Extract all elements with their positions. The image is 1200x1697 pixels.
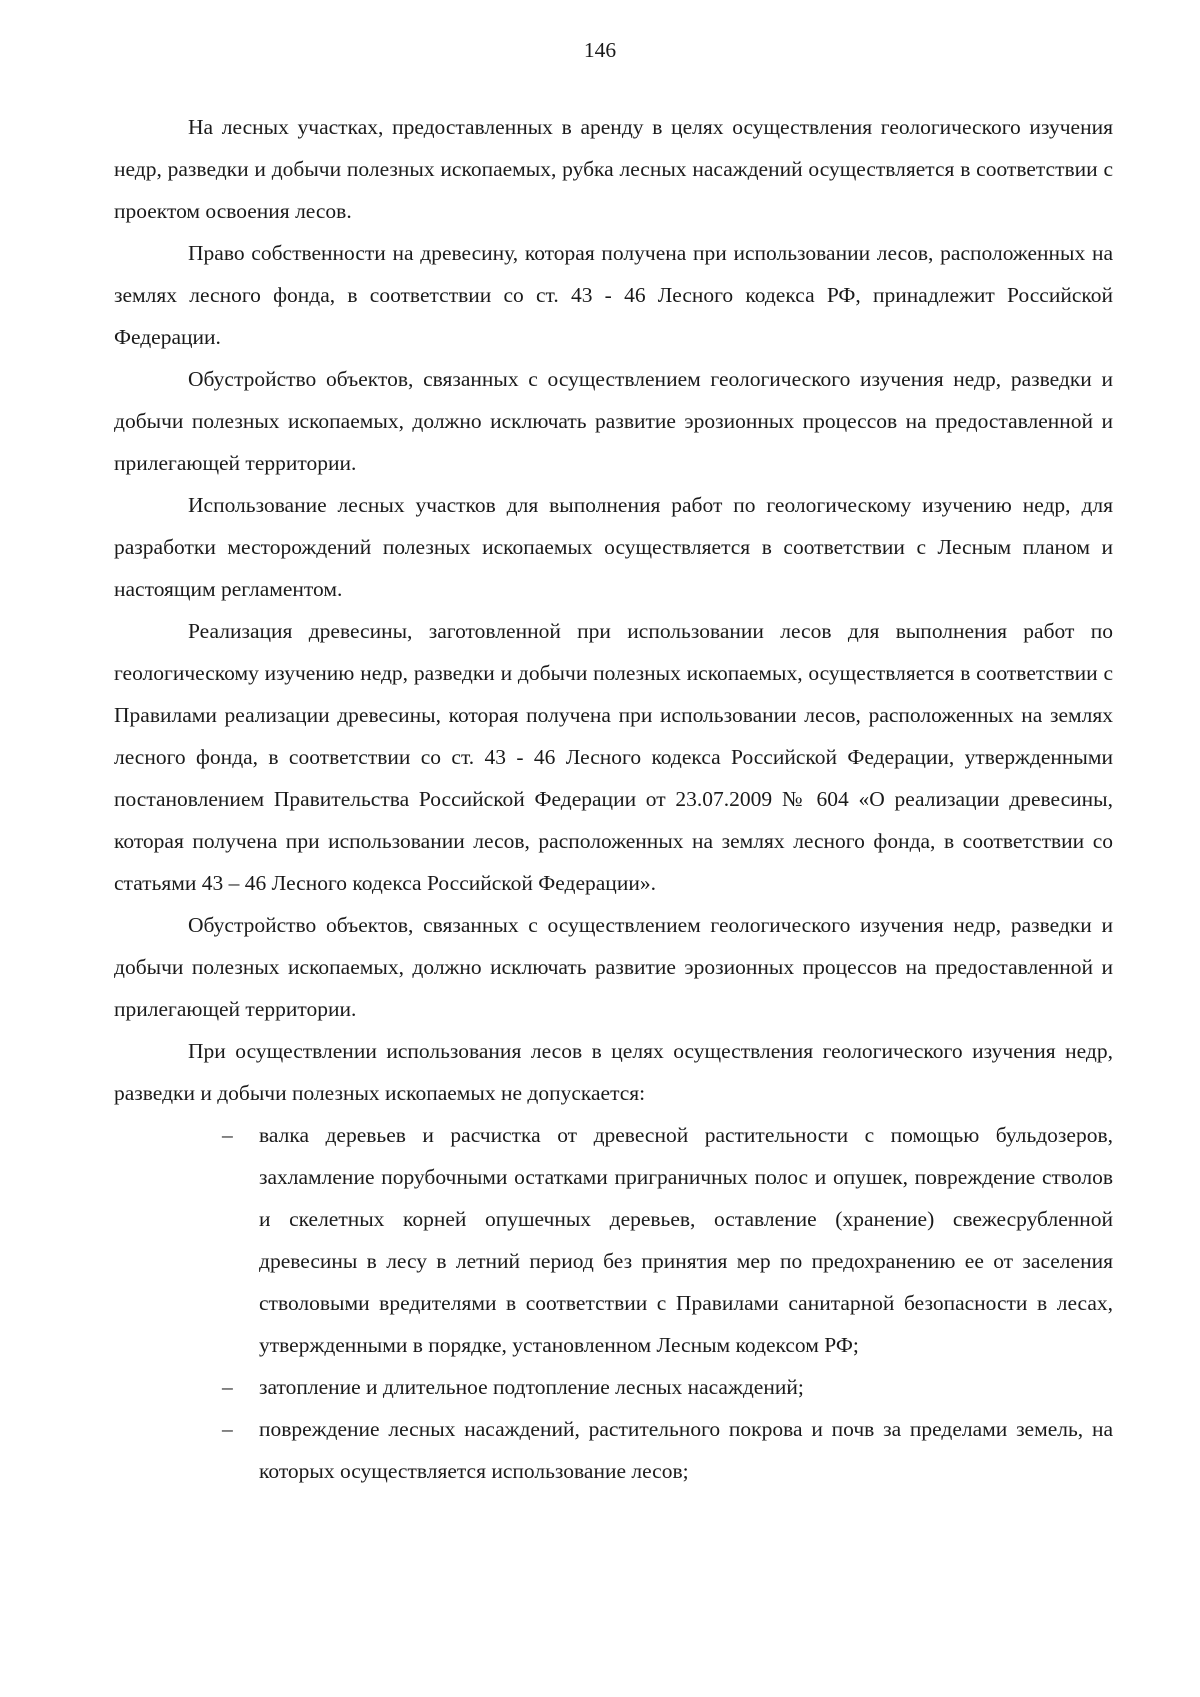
list-item-text: затопление и длительное подтопление лесных насаждений; (259, 1375, 804, 1399)
list-dash: – (222, 1375, 233, 1399)
paragraph-3: Обустройство объектов, связанных с осуществлением геологического изучения недр, разведки и добычи полезных ископаемых, должно исключать развитие эрозионных процессов на предоставленной и прилегающей территории. (114, 367, 1113, 475)
prohibited-actions-list (114, 1114, 1113, 1492)
list-item (114, 1408, 1113, 1492)
document-body (114, 106, 1113, 1492)
paragraph-5: Реализация древесины, заготовленной при использовании лесов для выполнения работ по геологическому изучению недр, разведки и добычи полезных ископаемых, осуществляется в соответствии с Правилами реализации древесины, которая получена при использовании лесов, расположенных на землях лесного фонда, в соответствии со ст. 43 - 46 Лесного кодекса Российской Федерации, утвержденными постановлением Правительства Российской Федерации от 23.07.2009 № 604 «О реализации древесины, которая получена при использовании лесов, расположенных на землях лесного фонда, в соответствии со статьями 43 – 46 Лесного кодекса Российской Федерации». (114, 619, 1113, 895)
paragraph-7: При осуществлении использования лесов в целях осуществления геологического изучения недр, разведки и добычи полезных ископаемых не допускается: (114, 1039, 1113, 1105)
list-item (114, 1114, 1113, 1366)
list-item (114, 1366, 1113, 1408)
paragraph-6: Обустройство объектов, связанных с осуществлением геологического изучения недр, разведки и добычи полезных ископаемых, должно исключать развитие эрозионных процессов на предоставленной и прилегающей территории. (114, 913, 1113, 1021)
paragraph-2: Право собственности на древесину, которая получена при использовании лесов, расположенных на землях лесного фонда, в соответствии со ст. 43 - 46 Лесного кодекса РФ, принадлежит Российской Федерации. (114, 241, 1113, 349)
paragraph-4: Использование лесных участков для выполнения работ по геологическому изучению недр, для разработки месторождений полезных ископаемых осуществляется в соответствии с Лесным планом и настоящим регламентом. (114, 493, 1113, 601)
list-dash: – (222, 1417, 233, 1441)
page-number: 146 (583, 38, 617, 62)
list-dash: – (222, 1123, 233, 1147)
list-item-text: повреждение лесных насаждений, растительного покрова и почв за пределами земель, на которых осуществляется использование лесов; (259, 1417, 1113, 1483)
list-item-text: валка деревьев и расчистка от древесной растительности с помощью бульдозеров, захламление порубочными остатками приграничных полос и опушек, повреждение стволов и скелетных корней опушечных деревьев, оставление (хранение) свежесрубленной древесины в лесу в летний период без принятия мер по предохранению ее от заселения стволовыми вредителями в соответствии с Правилами санитарной безопасности в лесах, утвержденными в порядке, установленном Лесным кодексом РФ; (259, 1123, 1113, 1357)
paragraph-1: На лесных участках, предоставленных в аренду в целях осуществления геологического изучения недр, разведки и добычи полезных ископаемых, рубка лесных насаждений осуществляется в соответствии с проектом освоения лесов. (114, 115, 1113, 223)
